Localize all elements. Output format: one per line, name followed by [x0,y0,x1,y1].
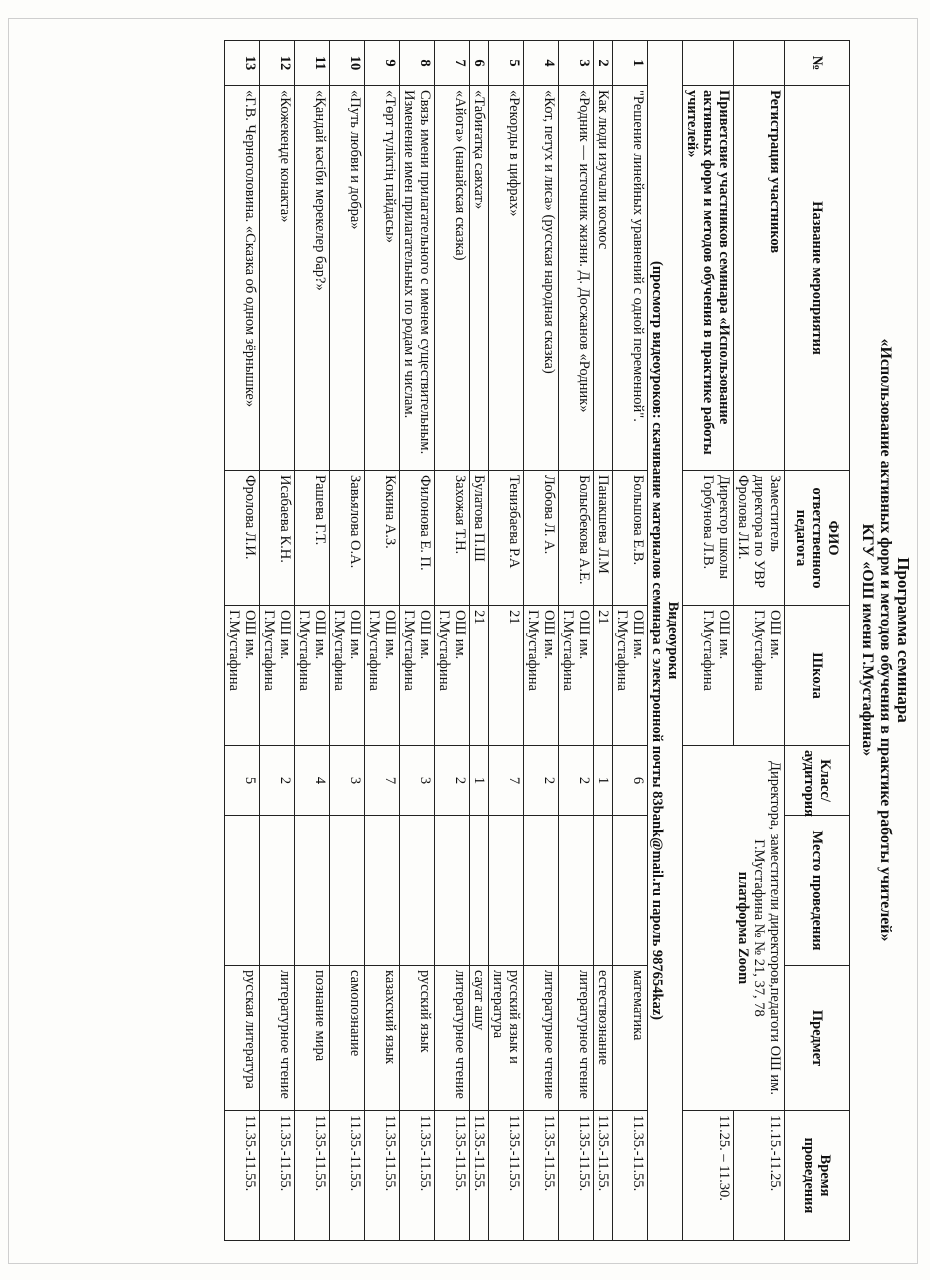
table-row [225,41,260,1241]
organization-name: КГУ «ОШ имени Г.Мустафина» [859,523,876,757]
table-row [260,41,295,1241]
table-row [470,41,489,1241]
cell-event: Связь имени прилагательного с именем существительным. Изменение имен прилагательных по родам и числам. [400,86,435,471]
cell-class: 4 [295,746,330,816]
cell-num: 13 [225,41,260,86]
col-class-header: Класс/ аудитория [785,746,850,816]
cell-class: 6 [613,746,648,816]
cell-subject: литературное чтение [559,966,594,1111]
cell-school: ОШ им. Г.Мустафина [524,606,559,746]
cell-time: 11.35.-11.55. [470,1111,489,1241]
cell-teacher: Болысбекова А.Е. [559,471,594,606]
cell-school: ОШ им. Г.Мустафина [613,606,648,746]
table-row [489,41,524,1241]
cell-subject: литературное чтение [524,966,559,1111]
cell-num: 6 [470,41,489,86]
cell-subject: русский язык и литература [489,966,524,1111]
col-venue-header: Место проведения [785,816,850,966]
table-row [365,41,400,1241]
cell-subject: литературное чтение [260,966,295,1111]
cell-event: Как люди изучали космос [594,86,613,471]
cell-teacher: Фролова Л.И. [225,471,260,606]
cell-venue [330,816,365,966]
cell-teacher: Лобова Л. А. [524,471,559,606]
cell-num: 10 [330,41,365,86]
cell-time: 11.35.-11.55. [489,1111,524,1241]
table-row [524,41,559,1241]
cell-time: 11.15.-11.25. [734,1111,785,1241]
cell-audience [683,746,785,1111]
cell-class: 2 [524,746,559,816]
cell-subject: естествознание [594,966,613,1111]
table-row [594,41,613,1241]
registration-row [734,41,785,1241]
cell-school: 21 [594,606,613,746]
cell-num: 1 [613,41,648,86]
cell-event: «Родник — источник жизни. Д. Досжанов «Родник» [559,86,594,471]
cell-venue [470,816,489,966]
cell-school: ОШ им. Г.Мустафина [400,606,435,746]
cell-school: ОШ им. Г.Мустафина [683,606,734,746]
col-num-header: № [785,41,850,86]
cell-school: ОШ им. Г.Мустафина [734,606,785,746]
col-school-header: Школа [785,606,850,746]
cell-time: 11.35.-11.55. [559,1111,594,1241]
cell-teacher: Захожая Т.Н. [435,471,470,606]
section-cell [648,41,683,1241]
col-event-header: Название мероприятия [785,86,850,471]
cell-event: Приветсвие участников семинара «Использование активных форм и методов обучения в практике работы учителей» [683,86,734,471]
cell-time: 11.35.-11.55. [400,1111,435,1241]
cell-venue [613,816,648,966]
cell-subject: литературное чтение [435,966,470,1111]
section-title: Видеоуроки [665,601,681,680]
col-time-header: Время проведения [785,1111,850,1241]
cell-school: ОШ им. Г.Мустафина [330,606,365,746]
cell-teacher: Тенизбаева Р.А [489,471,524,606]
cell-teacher: Булатова П.Ш [470,471,489,606]
cell-venue [295,816,330,966]
table-row [400,41,435,1241]
col-subject-header: Предмет [785,966,850,1111]
cell-class: 2 [435,746,470,816]
cell-class: 3 [330,746,365,816]
table-row [435,41,470,1241]
cell-teacher: Большова Е.В. [613,471,648,606]
cell-time: 11.35.-11.55. [435,1111,470,1241]
cell-event: «Айога» (нанайская сказка) [435,86,470,471]
cell-event: "Решение линейных уравнений с одной переменной". [613,86,648,471]
cell-venue [260,816,295,966]
cell-school: ОШ им. Г.Мустафина [559,606,594,746]
cell-num: 9 [365,41,400,86]
cell-event: «Кожекеңде конакта» [260,86,295,471]
col-teacher-header: ФИО ответственного педагога [785,471,850,606]
cell-teacher: Кокина А.З. [365,471,400,606]
cell-class: 2 [559,746,594,816]
cell-subject: математика [613,966,648,1111]
cell-subject: казахский язык [365,966,400,1111]
cell-num: 7 [435,41,470,86]
cell-school: ОШ им. Г.Мустафина [295,606,330,746]
cell-num: 4 [524,41,559,86]
cell-time: 11.35.-11.55. [613,1111,648,1241]
table-row [559,41,594,1241]
cell-class: 1 [594,746,613,816]
section-row [648,41,683,1241]
cell-num: 5 [489,41,524,86]
audience-text: Директора, заместители директоров,педагоги ОШ им. Г.Мустафина № № 21, 37, 78 [751,761,783,1095]
cell-event: «Табиғатқа саяхат» [470,86,489,471]
cell-time: 11.35.-11.55. [524,1111,559,1241]
cell-teacher: Филонова Е. П. [400,471,435,606]
document-header [858,0,912,1280]
cell-time: 11.25. – 11.30. [683,1111,734,1241]
cell-venue [400,816,435,966]
cell-subject: русская литература [225,966,260,1111]
cell-num: 2 [594,41,613,86]
program-subtitle: «Использование активных форм и методов обучения в практике работы учителей» [877,338,894,942]
cell-venue [365,816,400,966]
cell-venue [524,816,559,966]
table-row [295,41,330,1241]
cell-class: 5 [225,746,260,816]
section-note: (просмотр видеоуроков: скачивание материалов семинара с электронной почты 83bank@mail.ru пароль 987654kaz) [649,261,665,1020]
cell-time: 11.35.-11.55. [594,1111,613,1241]
cell-time: 11.35.-11.55. [330,1111,365,1241]
cell-school: 21 [470,606,489,746]
cell-event: «Қандай кәсіби мерекелер бар?» [295,86,330,471]
cell-event: Регистрация участников [734,86,785,471]
cell-event: «Кот, петух и лиса» (русская народная сказка) [524,86,559,471]
program-table [224,40,850,1241]
cell-event: «Г.В. Черноголовина. «Сказка об одном зёрнышке» [225,86,260,471]
program-title: Программа семинара [894,557,913,723]
cell-venue [559,816,594,966]
cell-time: 11.35.-11.55. [365,1111,400,1241]
cell-class: 7 [365,746,400,816]
table-header-row [785,41,850,1241]
platform-text: платформа Zoom [735,871,751,985]
cell-teacher: Директор школы Горбунова Л.В. [683,471,734,606]
cell-teacher: Заместитель директора по УВР Фролова Л.И. [734,471,785,606]
cell-teacher: Рашева Г.Т. [295,471,330,606]
cell-school: ОШ им. Г.Мустафина [225,606,260,746]
cell-school: ОШ им. Г.Мустафина [365,606,400,746]
cell-subject: самопознание [330,966,365,1111]
cell-num: 3 [559,41,594,86]
cell-venue [225,816,260,966]
cell-class: 7 [489,746,524,816]
cell-num: 12 [260,41,295,86]
cell-venue [489,816,524,966]
cell-subject: русский язык [400,966,435,1111]
cell-venue [594,816,613,966]
cell-class: 2 [260,746,295,816]
table-row [613,41,648,1241]
cell-time: 11.35.-11.55. [295,1111,330,1241]
cell-teacher: Исабаева К.Н. [260,471,295,606]
cell-time: 11.35.-11.55. [260,1111,295,1241]
cell-num: 8 [400,41,435,86]
cell-school: 21 [489,606,524,746]
cell-num: 11 [295,41,330,86]
cell-subject: познание мира [295,966,330,1111]
cell-class: 3 [400,746,435,816]
cell-num [683,41,734,86]
cell-subject: сауат ашу [470,966,489,1111]
cell-num [734,41,785,86]
cell-event: «Путь любви и добра» [330,86,365,471]
cell-time: 11.35.-11.55. [225,1111,260,1241]
cell-class: 1 [470,746,489,816]
table-row [330,41,365,1241]
cell-teacher: Завьялова О.А. [330,471,365,606]
cell-event: «Төрт түліктің пайдасы» [365,86,400,471]
cell-school: ОШ им. Г.Мустафина [260,606,295,746]
cell-venue [435,816,470,966]
cell-teacher: Панакшева Л.М [594,471,613,606]
cell-event: «Рекорды в цифрах» [489,86,524,471]
cell-school: ОШ им. Г.Мустафина [435,606,470,746]
